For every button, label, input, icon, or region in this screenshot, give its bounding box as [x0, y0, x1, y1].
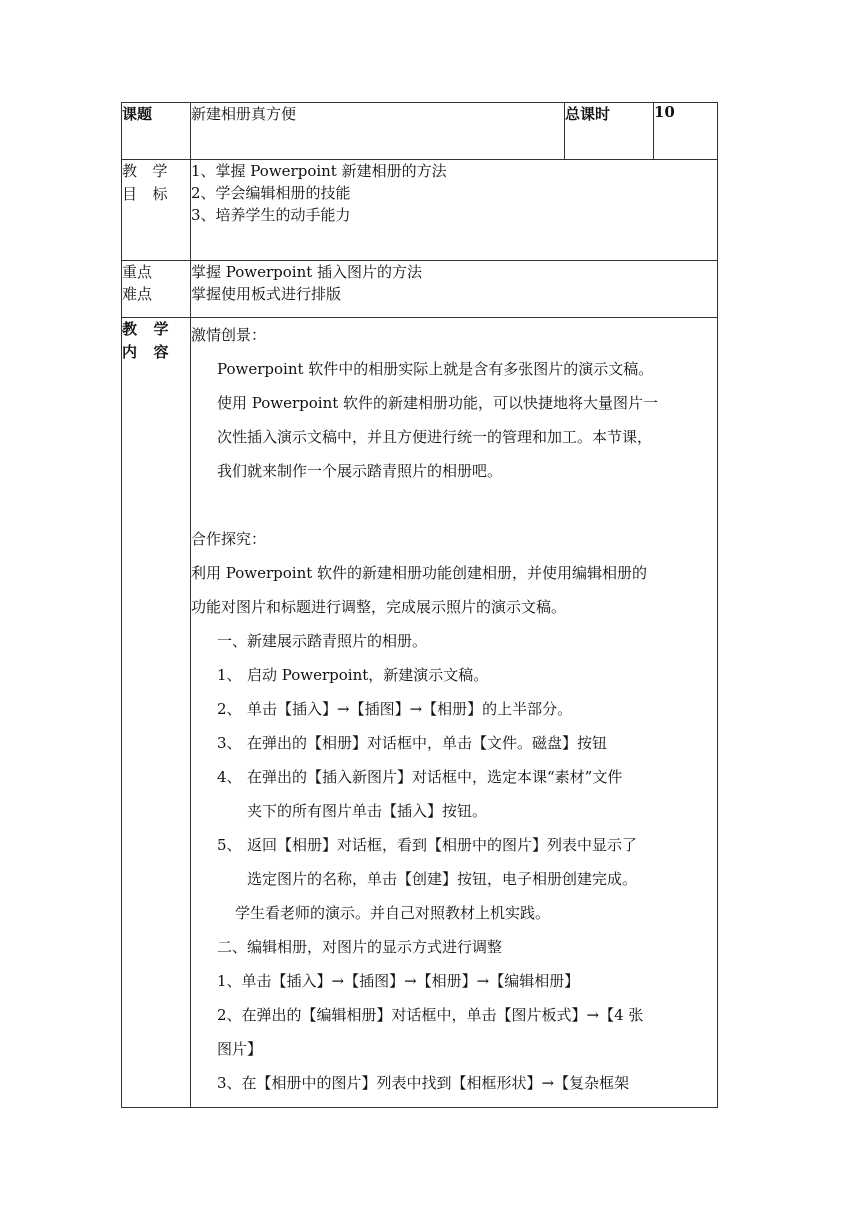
part1-heading: 一、新建展示踏青照片的相册。	[217, 632, 428, 650]
part1-step-continued	[191, 862, 717, 896]
part1-step	[191, 692, 717, 726]
content-label-line2: 内 容	[122, 343, 171, 361]
topic-value: 新建相册真方便	[191, 103, 565, 160]
step-text: 选定图片的名称，单击【创建】按钮，电子相册创建完成。	[247, 870, 638, 888]
objective-item: 2、学会编辑相册的技能	[191, 184, 351, 202]
part1-note: 学生看老师的演示。并自己对照教材上机实践。	[235, 904, 551, 922]
part1-step	[191, 760, 717, 794]
lesson-plan-table	[121, 102, 718, 1108]
objective-item: 1、掌握 Powerpoint 新建相册的方法	[191, 162, 447, 180]
total-hours-label: 总课时	[565, 103, 654, 160]
part2-line: 图片】	[217, 1040, 263, 1058]
step-text: 在弹出的【相册】对话框中，单击【文件。磁盘】按钮	[247, 734, 608, 752]
step-number: 5、	[217, 836, 242, 854]
key-point-item: 掌握使用板式进行排版	[191, 285, 342, 303]
part2-line: 1、单击【插入】→【插图】→【相册】→【编辑相册】	[217, 972, 580, 990]
part2-line: 3、在【相册中的图片】列表中找到【相框形状】→【复杂框架	[217, 1074, 630, 1092]
coop-line: 利用 Powerpoint 软件的新建相册功能创建相册，并使用编辑相册的	[191, 564, 648, 582]
topic-label: 课题	[122, 103, 191, 160]
part1-step	[191, 726, 717, 760]
content-row	[122, 318, 718, 1108]
step-text: 单击【插入】→【插图】→【相册】的上半部分。	[247, 700, 573, 718]
objectives-row	[122, 160, 718, 261]
part1-step	[191, 828, 717, 862]
step-number: 3、	[217, 734, 242, 752]
content-label	[122, 318, 191, 1108]
key-points-label-line1: 重点	[122, 263, 153, 281]
key-points-row	[122, 261, 718, 318]
part1-step	[191, 658, 717, 692]
step-text: 在弹出的【插入新图片】对话框中，选定本课“素材”文件	[247, 768, 623, 786]
intro-heading: 激情创景：	[191, 326, 267, 344]
total-hours-value: 10	[654, 103, 718, 160]
objectives-label-line2: 目 标	[122, 185, 170, 203]
step-number: 2、	[217, 700, 242, 718]
step-text: 夹下的所有图片单击【插入】按钮。	[247, 802, 488, 820]
header-row	[122, 103, 718, 160]
key-points-content	[191, 261, 718, 318]
part2-line: 2、在弹出的【编辑相册】对话框中，单击【图片板式】→【4 张	[217, 1006, 644, 1024]
key-points-label	[122, 261, 191, 318]
intro-line: Powerpoint 软件中的相册实际上就是含有多张图片的演示文稿。	[217, 360, 654, 378]
part2-heading: 二、编辑相册，对图片的显示方式进行调整	[217, 938, 503, 956]
step-number: 4、	[217, 768, 242, 786]
objectives-label	[122, 160, 191, 261]
intro-line: 次性插入演示文稿中，并且方便进行统一的管理和加工。本节课，	[217, 428, 653, 446]
objective-item: 3、培养学生的动手能力	[191, 206, 351, 224]
coop-line: 功能对图片和标题进行调整，完成展示照片的演示文稿。	[191, 598, 567, 616]
step-number: 1、	[217, 666, 242, 684]
objectives-content	[191, 160, 718, 261]
intro-line: 我们就来制作一个展示踏青照片的相册吧。	[217, 462, 503, 480]
step-text: 启动 Powerpoint，新建演示文稿。	[247, 666, 489, 684]
objectives-label-line1: 教 学	[122, 162, 170, 180]
coop-heading: 合作探究：	[191, 530, 267, 548]
content-body	[191, 318, 718, 1108]
content-label-line1: 教 学	[122, 320, 171, 338]
key-points-label-line2: 难点	[122, 285, 153, 303]
step-text: 返回【相册】对话框，看到【相册中的图片】列表中显示了	[247, 836, 638, 854]
key-point-item: 掌握 Powerpoint 插入图片的方法	[191, 263, 423, 281]
intro-line: 使用 Powerpoint 软件的新建相册功能，可以快捷地将大量图片一	[217, 394, 659, 412]
part1-step-continued	[191, 794, 717, 828]
